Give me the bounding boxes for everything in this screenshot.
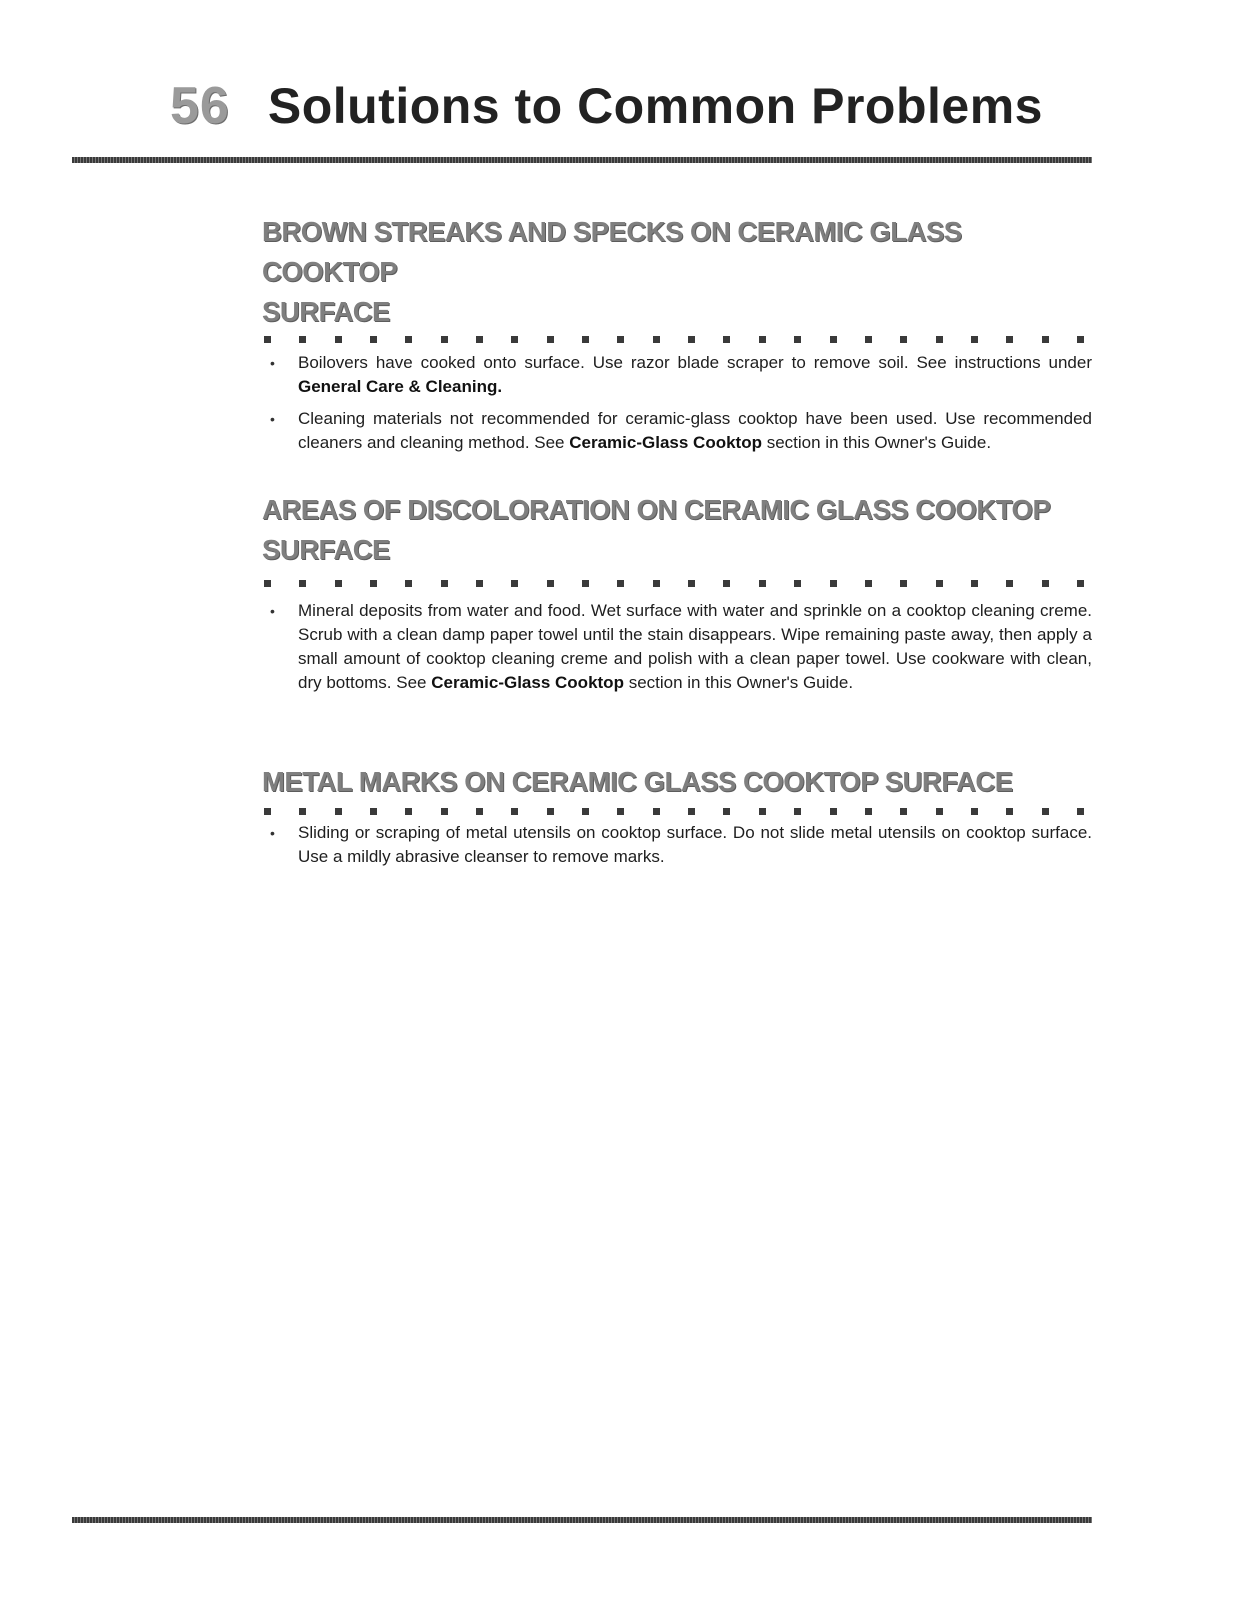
divider-square-icon	[794, 336, 801, 343]
divider-square-icon	[405, 580, 412, 587]
item-text-after: section in this Owner's Guide.	[761, 433, 992, 452]
section-brown-streaks	[262, 212, 1092, 463]
dot-divider	[262, 808, 1084, 815]
divider-square-icon	[441, 808, 448, 815]
divider-square-icon	[723, 808, 730, 815]
divider-square-icon	[547, 808, 554, 815]
divider-square-icon	[370, 336, 377, 343]
bottom-rule	[72, 1517, 1092, 1523]
divider-square-icon	[900, 580, 907, 587]
section-heading-line: SURFACE	[262, 296, 390, 327]
divider-square-icon	[511, 808, 518, 815]
divider-square-icon	[688, 808, 695, 815]
divider-square-icon	[936, 808, 943, 815]
divider-square-icon	[688, 336, 695, 343]
item-bold-text: Ceramic-Glass Cooktop	[431, 673, 624, 692]
section-heading-line: SURFACE	[262, 534, 390, 565]
divider-square-icon	[617, 336, 624, 343]
divider-square-icon	[865, 336, 872, 343]
divider-square-icon	[900, 336, 907, 343]
divider-square-icon	[299, 580, 306, 587]
bullet-list	[262, 351, 1092, 455]
divider-square-icon	[1077, 808, 1084, 815]
divider-square-icon	[830, 808, 837, 815]
page-number: 56	[170, 77, 230, 135]
section-heading-line: BROWN STREAKS AND SPECKS ON CERAMIC GLASS COOKTOP	[262, 216, 962, 287]
item-text: Mineral deposits from water and food. Wet surface with water and sprinkle on a cooktop cleaning creme. Scrub with a clean damp paper towel until the stain disappears. Wipe remaining paste away, then apply a small amount of cooktop cleaning creme and polish with a clean paper towel. Use cookware with clean, dry bottoms. See	[298, 601, 1092, 692]
list-item	[262, 407, 1092, 455]
divider-square-icon	[653, 336, 660, 343]
divider-square-icon	[1077, 336, 1084, 343]
bullet-icon: •	[270, 411, 275, 427]
divider-square-icon	[264, 336, 271, 343]
divider-square-icon	[794, 808, 801, 815]
divider-square-icon	[335, 336, 342, 343]
divider-square-icon	[370, 580, 377, 587]
divider-square-icon	[370, 808, 377, 815]
divider-square-icon	[936, 336, 943, 343]
divider-square-icon	[759, 808, 766, 815]
list-item	[262, 821, 1092, 869]
divider-square-icon	[971, 580, 978, 587]
divider-square-icon	[971, 808, 978, 815]
item-text: Sliding or scraping of metal utensils on cooktop surface. Do not slide metal utensils on cooktop surface. Use a mildly abrasive cleanser to remove marks.	[298, 823, 1092, 866]
divider-square-icon	[865, 808, 872, 815]
section-metal-marks	[262, 762, 1092, 877]
divider-square-icon	[971, 336, 978, 343]
divider-square-icon	[723, 336, 730, 343]
divider-square-icon	[582, 336, 589, 343]
top-rule	[72, 157, 1092, 163]
divider-square-icon	[830, 580, 837, 587]
page-header	[170, 76, 1090, 148]
divider-square-icon	[830, 336, 837, 343]
bullet-icon: •	[270, 355, 275, 371]
divider-square-icon	[1077, 580, 1084, 587]
divider-square-icon	[794, 580, 801, 587]
divider-square-icon	[723, 580, 730, 587]
divider-square-icon	[476, 336, 483, 343]
bullet-icon: •	[270, 603, 275, 619]
divider-square-icon	[1006, 336, 1013, 343]
divider-square-icon	[1042, 808, 1049, 815]
divider-square-icon	[688, 580, 695, 587]
page-title: Solutions to Common Problems	[267, 78, 1043, 134]
divider-square-icon	[299, 336, 306, 343]
divider-square-icon	[865, 580, 872, 587]
list-item	[262, 599, 1092, 695]
divider-square-icon	[264, 580, 271, 587]
divider-square-icon	[299, 808, 306, 815]
divider-square-icon	[936, 580, 943, 587]
divider-square-icon	[264, 808, 271, 815]
section-heading	[262, 212, 1092, 332]
section-heading-line: AREAS OF DISCOLORATION ON CERAMIC GLASS COOKTOP	[262, 494, 1051, 525]
divider-square-icon	[759, 336, 766, 343]
divider-square-icon	[582, 808, 589, 815]
divider-square-icon	[1006, 808, 1013, 815]
divider-square-icon	[441, 336, 448, 343]
bullet-icon: •	[270, 825, 275, 841]
divider-square-icon	[900, 808, 907, 815]
divider-square-icon	[405, 336, 412, 343]
divider-square-icon	[653, 580, 660, 587]
divider-square-icon	[476, 580, 483, 587]
bullet-list	[262, 821, 1092, 869]
divider-square-icon	[405, 808, 412, 815]
divider-square-icon	[547, 336, 554, 343]
item-bold-text: Ceramic-Glass Cooktop	[569, 433, 762, 452]
divider-square-icon	[1006, 580, 1013, 587]
divider-square-icon	[582, 580, 589, 587]
divider-square-icon	[335, 808, 342, 815]
item-text-after: section in this Owner's Guide.	[623, 673, 854, 692]
divider-square-icon	[511, 336, 518, 343]
divider-square-icon	[617, 580, 624, 587]
section-heading-line: METAL MARKS ON CERAMIC GLASS COOKTOP SURFACE	[262, 766, 1013, 797]
item-bold-text: General Care & Cleaning.	[298, 377, 503, 396]
section-discoloration	[262, 490, 1092, 703]
item-text: Boilovers have cooked onto surface. Use razor blade scraper to remove soil. See instructions under	[298, 353, 1092, 372]
dot-divider	[262, 336, 1084, 343]
list-item	[262, 351, 1092, 399]
divider-square-icon	[441, 580, 448, 587]
divider-square-icon	[476, 808, 483, 815]
section-heading	[262, 762, 1092, 802]
divider-square-icon	[335, 580, 342, 587]
divider-square-icon	[511, 580, 518, 587]
divider-square-icon	[1042, 580, 1049, 587]
dot-divider	[262, 580, 1084, 587]
divider-square-icon	[617, 808, 624, 815]
section-heading	[262, 490, 1092, 570]
item-text: Cleaning materials not recommended for ceramic-glass cooktop have been used. Use recommended cleaners and cleaning method. See	[298, 409, 1092, 452]
divider-square-icon	[653, 808, 660, 815]
divider-square-icon	[547, 580, 554, 587]
bullet-list	[262, 599, 1092, 695]
divider-square-icon	[759, 580, 766, 587]
divider-square-icon	[1042, 336, 1049, 343]
